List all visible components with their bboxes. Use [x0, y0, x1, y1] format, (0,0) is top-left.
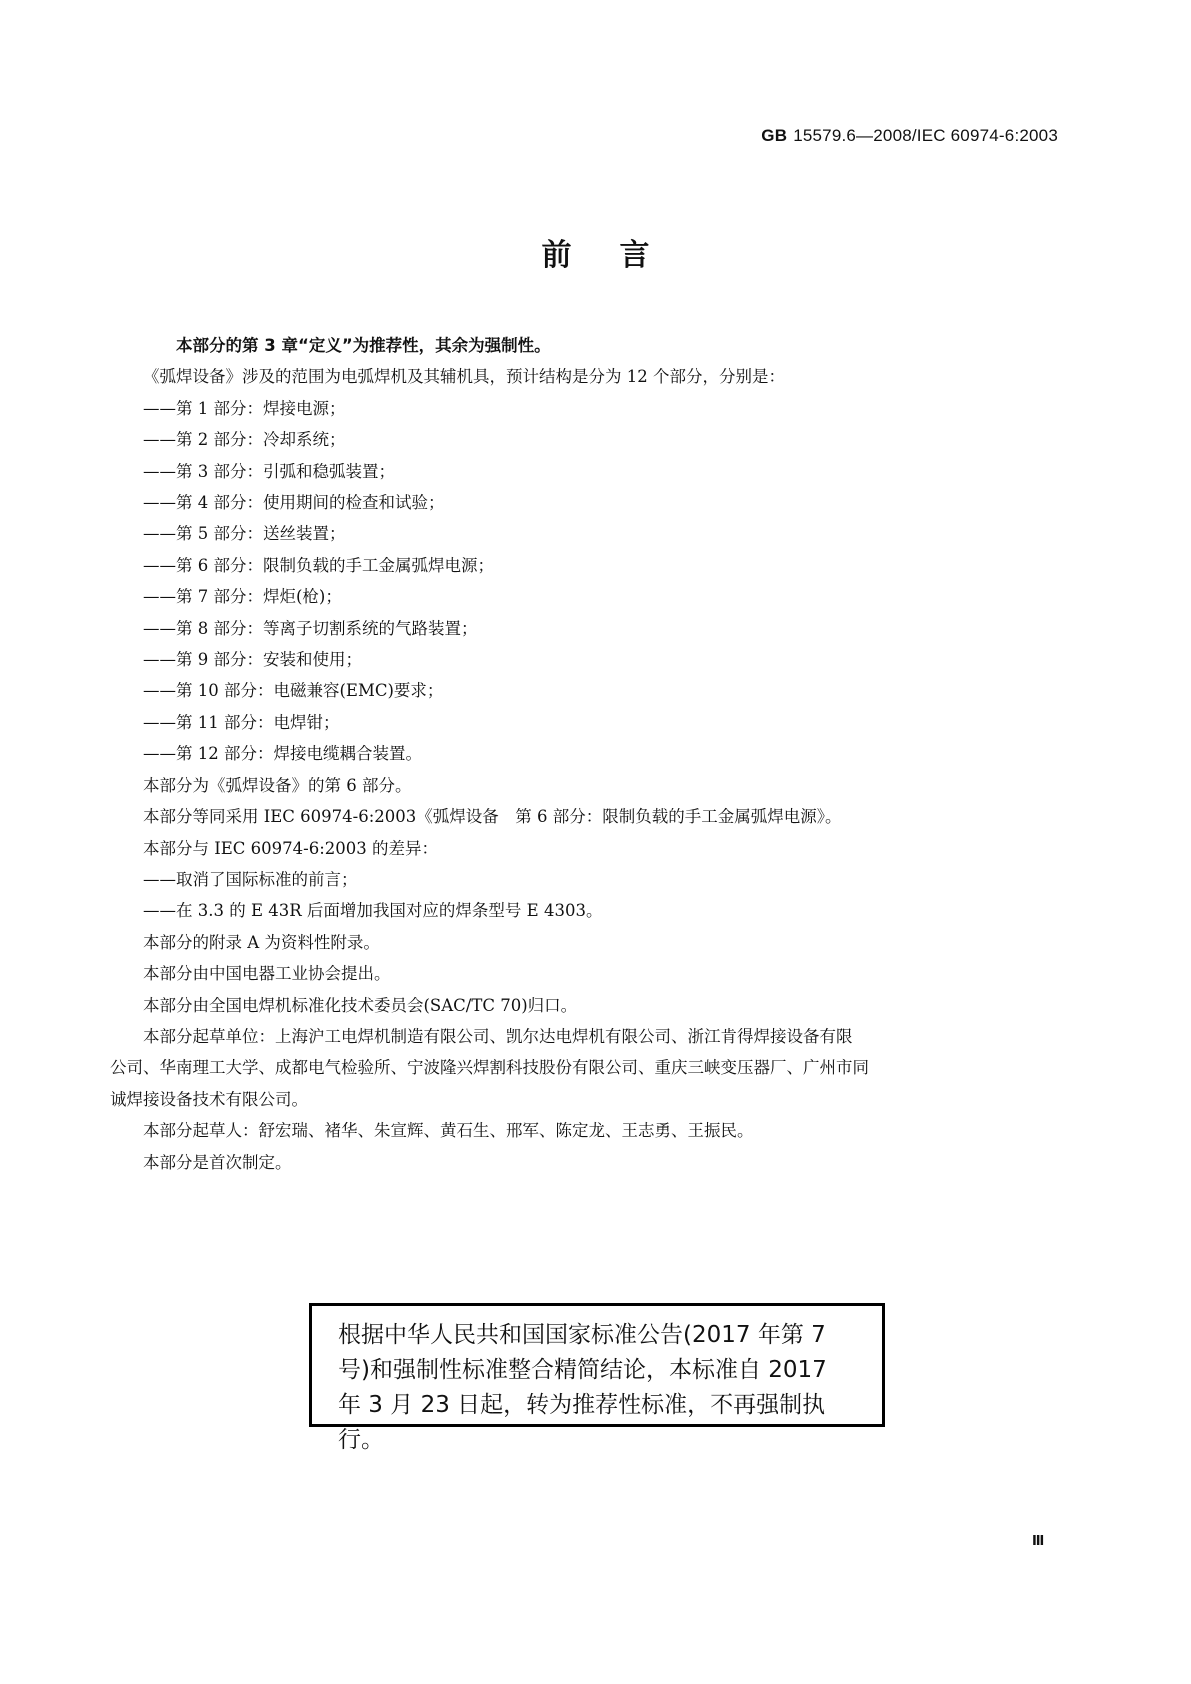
notice-line-2: 号)和强制性标准整合精简结论，本标准自 2017 — [338, 1357, 827, 1383]
standard-number: 15579.6—2008/IEC 60974-6:2003 — [793, 126, 1058, 145]
paragraph-drafting-units-line-2: 公司、华南理工大学、成都电气检验所、宁波隆兴焊割科技股份有限公司、重庆三峡变压器厂、广州市同 — [110, 1058, 869, 1078]
title-char-1: 前 — [541, 238, 572, 273]
list-item-part-3: ——第 3 部分：引弧和稳弧装置； — [143, 461, 395, 481]
paragraph-first-edition: 本部分是首次制定。 — [143, 1152, 292, 1172]
list-item-difference-2: ——在 3.3 的 E 43R 后面增加我国对应的焊条型号 E 4303。 — [143, 901, 603, 921]
list-item-part-2: ——第 2 部分：冷却系统； — [143, 430, 346, 450]
list-item-part-4: ——第 4 部分：使用期间的检查和试验； — [143, 493, 445, 513]
paragraph-proposer: 本部分由中国电器工业协会提出。 — [143, 964, 391, 984]
notice-box — [309, 1303, 885, 1453]
list-item-difference-1: ——取消了国际标准的前言； — [143, 869, 358, 889]
paragraph-drafting-units-line-1: 本部分起草单位：上海沪工电焊机制造有限公司、凯尔达电焊机有限公司、浙江肯得焊接设备有限 — [143, 1026, 853, 1046]
paragraph-annex: 本部分的附录 A 为资料性附录。 — [143, 932, 380, 952]
list-item-part-5: ——第 5 部分：送丝装置； — [143, 524, 346, 544]
standard-prefix: GB — [761, 126, 788, 145]
paragraph-drafters: 本部分起草人：舒宏瑞、褚华、朱宣辉、黄石生、邢军、陈定龙、王志勇、王振民。 — [143, 1121, 754, 1141]
notice-line-3: 年 3 月 23 日起，转为推荐性标准，不再强制执行。 — [338, 1392, 826, 1453]
paragraph-part-number: 本部分为《弧焊设备》的第 6 部分。 — [143, 775, 412, 795]
standard-header — [761, 126, 1058, 146]
list-item-part-10: ——第 10 部分：电磁兼容(EMC)要求； — [143, 681, 444, 701]
page-number: Ⅲ — [1032, 1534, 1045, 1549]
list-item-part-7: ——第 7 部分：焊炬(枪)； — [143, 587, 342, 607]
paragraph-series-structure: 《弧焊设备》涉及的范围为电弧焊机及其辅机具，预计结构是分为 12 个部分，分别是： — [143, 367, 785, 387]
notice-line-1: 根据中华人民共和国国家标准公告(2017 年第 7 — [338, 1322, 826, 1348]
list-item-part-6: ——第 6 部分：限制负载的手工金属弧焊电源； — [143, 555, 494, 575]
page-title — [0, 230, 1191, 274]
paragraph-drafting-units-line-3: 诚焊接设备技术有限公司。 — [110, 1089, 308, 1109]
list-item-part-8: ——第 8 部分：等离子切割系统的气路装置； — [143, 618, 478, 638]
title-char-2: 言 — [619, 238, 650, 273]
list-item-part-11: ——第 11 部分：电焊钳； — [143, 712, 340, 732]
foreword-body — [110, 330, 1062, 1178]
paragraph-equivalence: 本部分等同采用 IEC 60974-6:2003《弧焊设备 第 6 部分：限制负载的手工金属弧焊电源》。 — [143, 807, 842, 827]
paragraph-technical-committee: 本部分由全国电焊机标准化技术委员会(SAC/TC 70)归口。 — [143, 995, 578, 1015]
paragraph-recommended-note: 本部分的第 3 章“定义”为推荐性，其余为强制性。 — [176, 336, 551, 355]
list-item-part-9: ——第 9 部分：安装和使用； — [143, 650, 362, 670]
list-item-part-12: ——第 12 部分：焊接电缆耦合装置。 — [143, 744, 422, 764]
paragraph-differences: 本部分与 IEC 60974-6:2003 的差异： — [143, 838, 439, 858]
list-item-part-1: ——第 1 部分：焊接电源； — [143, 398, 346, 418]
